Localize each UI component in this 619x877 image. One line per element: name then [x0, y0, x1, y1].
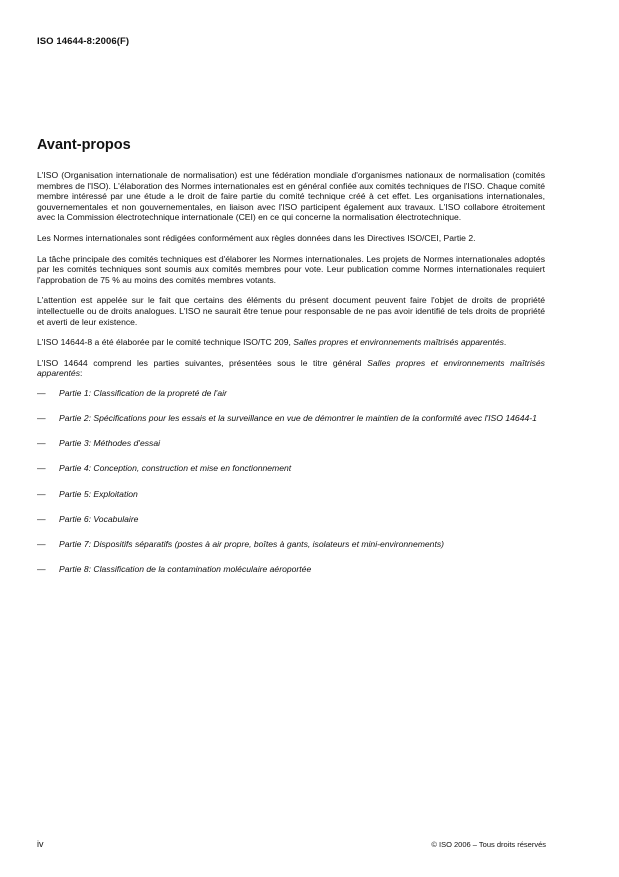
foreword-body [37, 170, 545, 589]
em-dash-bullet: — [37, 387, 46, 398]
page-title: Avant-propos [37, 137, 131, 153]
em-dash-bullet: — [37, 513, 46, 524]
list-item [37, 388, 545, 399]
paragraph-directives: Les Normes internationales sont rédigées conformément aux règles données dans les Directives ISO/CEI, Partie 2. [37, 232, 476, 243]
prepared-by-text: L'ISO 14644-8 a été élaborée par le comité technique ISO/TC 209, [37, 337, 294, 348]
copyright-notice: © ISO 2006 – Tous droits réservés [431, 840, 546, 849]
em-dash-bullet: — [37, 539, 46, 550]
list-item [37, 413, 545, 424]
list-item [37, 489, 545, 500]
list-item [37, 514, 545, 525]
series-title-italic: Salles propres et environnements maîtrisés apparentés [293, 337, 504, 348]
part-4-label: Partie 4: Conception, construction et mise en fonctionnement [59, 463, 292, 474]
part-7-label: Partie 7: Dispositifs séparatifs (postes à air propre, boîtes à gants, isolateurs et mini-environnements) [59, 539, 444, 550]
document-id-header: ISO 14644-8:2006(F) [37, 36, 130, 47]
general-title-italic: Salles propres et environnements maîtrisés apparentés [37, 357, 545, 379]
list-item [37, 438, 545, 449]
parts-intro-text: L'ISO 14644 comprend les parties suivantes, présentées sous le titre général [37, 357, 368, 368]
prepared-by-end: . [503, 337, 507, 348]
paragraph-iso-organisation: L'ISO (Organisation internationale de normalisation) est une fédération mondiale d'organismes nationaux de normalisation (comités membres de l'ISO). L'élaboration des Normes internationales est en général confiée aux comités techniques de l'ISO. Chaque comité membre intéressé par une étude a le droit de faire partie du comité technique créé à cet effet. Les organisations internationales, gouvernementales et non gouvernementales, en liaison avec l'ISO participent également aux travaux. L'ISO collabore étroitement avec la Commission électrotechnique internationale (CEI) en ce qui concerne la normalisation électrotechnique. [37, 170, 545, 223]
part-8-label: Partie 8: Classification de la contamination moléculaire aéroportée [59, 564, 312, 575]
em-dash-bullet: — [37, 488, 46, 499]
list-item [37, 564, 545, 575]
page-number: iv [37, 839, 44, 849]
paragraph-parts-intro [37, 358, 545, 379]
part-1-label: Partie 1: Classification de la propreté de l'air [59, 387, 227, 398]
em-dash-bullet: — [37, 463, 46, 474]
paragraph-technical-committees: La tâche principale des comités techniques est d'élaborer les Normes internationales. Les projets de Normes internationales adoptés par les comités techniques sont soumis aux comités membres pour vote. Leur publication comme Normes internationales requiert l'approbation de 75 % au moins des comités membres votants. [37, 253, 545, 285]
parts-intro-end: : [80, 368, 83, 379]
paragraph-prepared-by [37, 337, 545, 348]
part-5-label: Partie 5: Exploitation [59, 488, 138, 499]
paragraph-patent-rights: L'attention est appelée sur le fait que certains des éléments du présent document peuvent faire l'objet de droits de propriété intellectuelle ou de droits analogues. L'ISO ne saurait être tenue pour responsable de ne pas avoir identifié de tels droits de propriété et averti de leur existence. [37, 295, 545, 327]
list-item [37, 539, 545, 550]
em-dash-bullet: — [37, 438, 46, 449]
list-item [37, 463, 545, 474]
em-dash-bullet: — [37, 564, 46, 575]
parts-list [37, 388, 545, 575]
em-dash-bullet: — [37, 413, 46, 424]
part-3-label: Partie 3: Méthodes d'essai [59, 438, 161, 449]
part-2-label: Partie 2: Spécifications pour les essais et la surveillance en vue de démontrer le maintien de la conformité avec l'ISO 14644-1 [59, 413, 537, 424]
part-6-label: Partie 6: Vocabulaire [59, 513, 139, 524]
